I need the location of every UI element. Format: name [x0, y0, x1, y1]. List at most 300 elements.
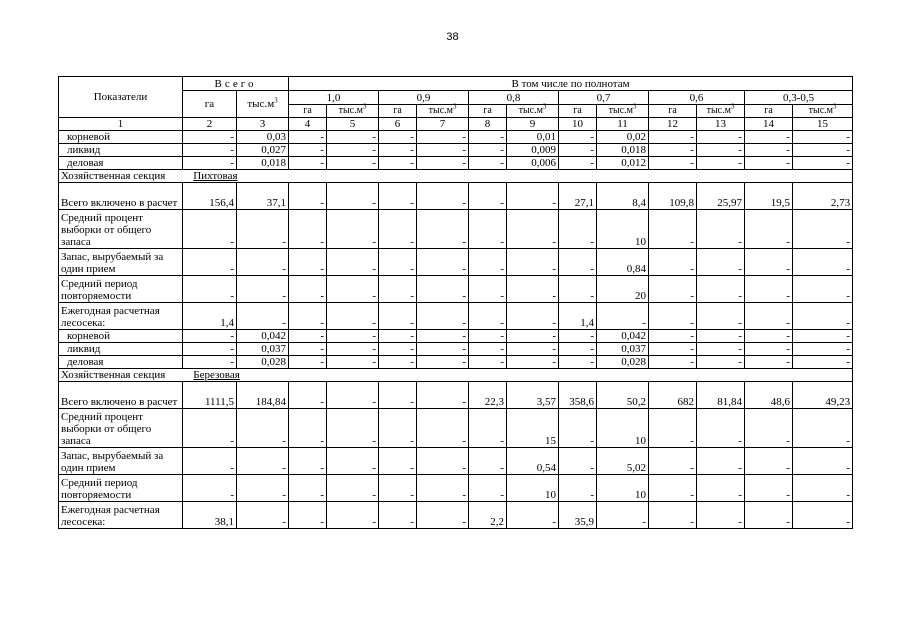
unit-superscript: 3	[632, 102, 637, 111]
table-cell: -	[559, 475, 597, 502]
header-density-4: 0,6	[649, 91, 745, 105]
table-cell: 0,028	[237, 356, 289, 369]
table-cell: 156,4	[183, 183, 237, 210]
table-cell: 0,006	[507, 157, 559, 170]
table-cell: -	[793, 502, 853, 529]
header-total-ha: га	[183, 91, 237, 118]
header-unit-thou-m3	[793, 102, 853, 118]
table-cell: -	[379, 502, 417, 529]
table-cell: -	[507, 303, 559, 330]
table-cell: 0,03	[237, 131, 289, 144]
table-cell: -	[745, 157, 793, 170]
table-cell: -	[745, 343, 793, 356]
table-cell: -	[697, 448, 745, 475]
table-cell: -	[327, 210, 379, 249]
table-cell: -	[745, 475, 793, 502]
table-cell: -	[649, 144, 697, 157]
table-cell: -	[559, 356, 597, 369]
table-cell: -	[417, 409, 469, 448]
table-cell: 20	[597, 276, 649, 303]
table-cell: -	[559, 448, 597, 475]
table-cell: -	[649, 448, 697, 475]
table-cell: -	[289, 276, 327, 303]
table-cell: -	[379, 448, 417, 475]
header-density-1: 0,9	[379, 91, 469, 105]
table-cell: -	[417, 303, 469, 330]
table-cell: -	[697, 343, 745, 356]
section-row	[59, 170, 853, 183]
table-cell: -	[469, 409, 507, 448]
section-prefix: Хозяйственная секция	[61, 170, 166, 182]
table-cell: -	[289, 144, 327, 157]
table-cell: -	[697, 356, 745, 369]
table-cell: -	[417, 356, 469, 369]
header-unit-ha: га	[745, 105, 793, 118]
header-unit-thou-m3	[327, 102, 379, 118]
table-cell: -	[649, 249, 697, 276]
table-row	[59, 330, 853, 343]
table-cell: 682	[649, 382, 697, 409]
table-cell: -	[559, 343, 597, 356]
table-cell: 49,23	[793, 382, 853, 409]
column-number: 7	[417, 118, 469, 131]
table-cell: -	[237, 210, 289, 249]
table-cell: -	[469, 144, 507, 157]
table-cell: -	[327, 330, 379, 343]
row-label: Ежегодная расчетная лесосека:	[59, 303, 183, 330]
table-cell: -	[417, 183, 469, 210]
table-cell: -	[417, 249, 469, 276]
table-cell: -	[183, 330, 237, 343]
table-cell: -	[289, 303, 327, 330]
table-cell: -	[289, 356, 327, 369]
table-cell: 81,84	[697, 382, 745, 409]
table-cell: 2,2	[469, 502, 507, 529]
table-cell: -	[327, 409, 379, 448]
column-number: 15	[793, 118, 853, 131]
table-cell: -	[793, 144, 853, 157]
table-cell: -	[327, 131, 379, 144]
table-cell: -	[469, 249, 507, 276]
table-cell: 0,018	[237, 157, 289, 170]
table-cell: -	[793, 210, 853, 249]
table-cell: -	[745, 131, 793, 144]
table-cell: -	[237, 276, 289, 303]
header-density-0: 1,0	[289, 91, 379, 105]
table-cell: -	[649, 303, 697, 330]
table-cell: -	[597, 303, 649, 330]
table-cell: -	[745, 303, 793, 330]
table-cell: -	[793, 249, 853, 276]
table-cell: -	[793, 330, 853, 343]
table-cell: 0,037	[237, 343, 289, 356]
table-cell: -	[559, 276, 597, 303]
table-cell: -	[793, 448, 853, 475]
header-unit-ha: га	[559, 105, 597, 118]
table-cell: -	[793, 409, 853, 448]
column-number: 13	[697, 118, 745, 131]
table-cell: -	[379, 131, 417, 144]
table-cell: -	[327, 249, 379, 276]
unit-text: тыс.м	[608, 105, 633, 116]
section-name: Пихтовая	[193, 170, 238, 182]
table-cell: -	[559, 330, 597, 343]
table-cell: 358,6	[559, 382, 597, 409]
table-cell: -	[649, 502, 697, 529]
column-number: 3	[237, 118, 289, 131]
table-cell: -	[183, 343, 237, 356]
table-cell: -	[697, 475, 745, 502]
table-cell: -	[379, 144, 417, 157]
table-cell: -	[237, 475, 289, 502]
table-cell: 50,2	[597, 382, 649, 409]
table-cell: -	[327, 276, 379, 303]
table-cell: -	[745, 276, 793, 303]
table-cell: -	[417, 382, 469, 409]
table-cell: -	[183, 144, 237, 157]
table-cell: -	[379, 382, 417, 409]
column-number: 5	[327, 118, 379, 131]
table-cell: -	[745, 249, 793, 276]
table-cell: 0,018	[597, 144, 649, 157]
header-total: Всего	[183, 77, 289, 91]
table-cell: 38,1	[183, 502, 237, 529]
table-cell: -	[183, 157, 237, 170]
table-cell: -	[289, 409, 327, 448]
table-cell: -	[289, 330, 327, 343]
table-cell: 0,009	[507, 144, 559, 157]
header-density-5: 0,3-0,5	[745, 91, 853, 105]
table-row	[59, 249, 853, 276]
header-density-3: 0,7	[559, 91, 649, 105]
table-cell: 10	[597, 409, 649, 448]
table-cell: 1111,5	[183, 382, 237, 409]
table-row	[59, 183, 853, 210]
unit-text: тыс.м	[808, 105, 833, 116]
table-cell: -	[469, 475, 507, 502]
row-label: Всего включено в расчет	[59, 382, 183, 409]
table-cell: -	[649, 276, 697, 303]
table-cell: -	[745, 356, 793, 369]
table-cell: -	[507, 356, 559, 369]
table-cell: -	[379, 356, 417, 369]
table-cell: -	[559, 131, 597, 144]
table-cell: -	[183, 448, 237, 475]
table-cell: -	[469, 303, 507, 330]
table-cell: -	[469, 330, 507, 343]
table-cell: -	[237, 448, 289, 475]
table-cell: 10	[507, 475, 559, 502]
table-cell: -	[289, 210, 327, 249]
table-cell: 19,5	[745, 183, 793, 210]
table-cell: -	[649, 330, 697, 343]
table-cell: -	[697, 249, 745, 276]
table-row	[59, 382, 853, 409]
row-label: Средний период повторяемости	[59, 475, 183, 502]
section-row	[59, 369, 853, 382]
table-cell: -	[507, 249, 559, 276]
table-cell: 184,84	[237, 382, 289, 409]
table-cell: 35,9	[559, 502, 597, 529]
table-cell: -	[649, 210, 697, 249]
table-cell: -	[559, 157, 597, 170]
table-cell: -	[507, 276, 559, 303]
table-cell: -	[417, 448, 469, 475]
unit-superscript: 3	[362, 102, 367, 111]
table-cell: -	[793, 131, 853, 144]
table-cell: -	[793, 303, 853, 330]
table-row	[59, 303, 853, 330]
table-cell: -	[559, 409, 597, 448]
row-label: ликвид	[59, 343, 183, 356]
table-cell: -	[649, 157, 697, 170]
table-cell: -	[183, 131, 237, 144]
page-number: 38	[446, 31, 459, 43]
table-cell: -	[379, 409, 417, 448]
table-row	[59, 131, 853, 144]
unit-superscript: 3	[832, 102, 837, 111]
table-cell: -	[237, 409, 289, 448]
table-cell: -	[417, 131, 469, 144]
table-cell: -	[507, 330, 559, 343]
row-label: Средний процент выборки от общего запаса	[59, 210, 183, 249]
row-label: Средний процент выборки от общего запаса	[59, 409, 183, 448]
table-cell: -	[289, 183, 327, 210]
table-cell: -	[697, 330, 745, 343]
table-cell: 0,02	[597, 131, 649, 144]
table-cell: -	[417, 276, 469, 303]
table-cell: -	[745, 448, 793, 475]
row-label: Запас, вырубаемый за один прием	[59, 249, 183, 276]
table-cell: -	[745, 210, 793, 249]
table-cell: 10	[597, 210, 649, 249]
table-cell: -	[183, 210, 237, 249]
table-cell: 48,6	[745, 382, 793, 409]
column-number: 4	[289, 118, 327, 131]
row-label: Средний период повторяемости	[59, 276, 183, 303]
table-cell: 1,4	[183, 303, 237, 330]
table-cell: -	[183, 409, 237, 448]
table-cell: -	[469, 131, 507, 144]
section-prefix: Хозяйственная секция	[61, 369, 166, 381]
table-cell: -	[697, 502, 745, 529]
header-density-2: 0,8	[469, 91, 559, 105]
table-cell: -	[327, 157, 379, 170]
table-cell: -	[327, 183, 379, 210]
header-total-thou-m3: $тыс.м^3$	[237, 91, 289, 118]
table-cell: -	[183, 249, 237, 276]
table-cell: 0,84	[597, 249, 649, 276]
table-cell: -	[237, 502, 289, 529]
row-label: Запас, вырубаемый за один прием	[59, 448, 183, 475]
table-cell: -	[469, 356, 507, 369]
table-cell: -	[649, 131, 697, 144]
table-cell: -	[289, 131, 327, 144]
column-number: 10	[559, 118, 597, 131]
table-cell: 0,028	[597, 356, 649, 369]
table-cell: -	[289, 502, 327, 529]
row-label: деловая	[59, 157, 183, 170]
table-cell: -	[745, 330, 793, 343]
table-cell: -	[697, 210, 745, 249]
table-cell: -	[697, 409, 745, 448]
table-cell: -	[649, 409, 697, 448]
table-cell: -	[379, 210, 417, 249]
table-cell: 5,02	[597, 448, 649, 475]
header-unit-thou-m3	[597, 102, 649, 118]
row-label: корневой	[59, 131, 183, 144]
row-label: Ежегодная расчетная лесосека:	[59, 502, 183, 529]
table-cell: -	[417, 502, 469, 529]
table-cell: 0,037	[597, 343, 649, 356]
table-cell: -	[559, 210, 597, 249]
header-including-densities: В том числе по полнотам	[289, 77, 853, 91]
table-cell: -	[469, 276, 507, 303]
header-unit-ha: га	[289, 105, 327, 118]
table-row	[59, 448, 853, 475]
header-unit-thou-m3	[507, 102, 559, 118]
table-cell: -	[327, 303, 379, 330]
table-cell: -	[183, 356, 237, 369]
table-cell: 22,3	[469, 382, 507, 409]
row-label: корневой	[59, 330, 183, 343]
table-cell: -	[237, 303, 289, 330]
column-number: 12	[649, 118, 697, 131]
column-number: 6	[379, 118, 417, 131]
table-cell: 1,4	[559, 303, 597, 330]
table-cell: -	[507, 183, 559, 210]
table-cell: -	[327, 144, 379, 157]
table-cell: -	[793, 343, 853, 356]
unit-superscript: 3	[542, 102, 547, 111]
table-cell: 27,1	[559, 183, 597, 210]
table-cell: 0,042	[597, 330, 649, 343]
table-row	[59, 157, 853, 170]
unit-superscript: 3	[452, 102, 457, 111]
table-cell: -	[289, 475, 327, 502]
table-cell: 25,97	[697, 183, 745, 210]
column-number: 14	[745, 118, 793, 131]
table-cell: -	[793, 356, 853, 369]
table-cell: 0,012	[597, 157, 649, 170]
table-cell: -	[697, 303, 745, 330]
header-unit-thou-m3	[417, 102, 469, 118]
table-cell: -	[469, 183, 507, 210]
table-cell: -	[417, 475, 469, 502]
table-cell: -	[289, 157, 327, 170]
table-row	[59, 502, 853, 529]
column-number: 8	[469, 118, 507, 131]
table-cell: -	[507, 210, 559, 249]
table-cell: -	[379, 343, 417, 356]
table-cell: -	[417, 330, 469, 343]
table-cell: 15	[507, 409, 559, 448]
table-cell: -	[289, 382, 327, 409]
table-cell: -	[745, 409, 793, 448]
table-cell: 0,027	[237, 144, 289, 157]
unit-text: тыс.м	[428, 105, 453, 116]
table-header	[59, 77, 853, 131]
table-row	[59, 356, 853, 369]
table-cell: -	[745, 144, 793, 157]
table-row	[59, 276, 853, 303]
table-cell: -	[327, 343, 379, 356]
table-cell: -	[649, 343, 697, 356]
table-cell: -	[649, 356, 697, 369]
table-cell: -	[469, 343, 507, 356]
table-cell: -	[379, 157, 417, 170]
section-name: Березовая	[193, 369, 240, 381]
table-cell: -	[379, 249, 417, 276]
table-cell: -	[379, 183, 417, 210]
table-cell: -	[417, 343, 469, 356]
table-cell: 2,73	[793, 183, 853, 210]
table-cell: -	[183, 276, 237, 303]
table-cell: -	[649, 475, 697, 502]
table-cell: -	[697, 157, 745, 170]
table-cell: -	[379, 303, 417, 330]
table-cell: -	[327, 448, 379, 475]
table-cell: 0,54	[507, 448, 559, 475]
table-body	[59, 131, 853, 529]
unit-text: тыс.м	[518, 105, 543, 116]
section-title	[59, 170, 853, 183]
table-cell: -	[793, 157, 853, 170]
unit-text: тыс.м	[706, 105, 731, 116]
table-cell: -	[597, 502, 649, 529]
header-unit-ha: га	[379, 105, 417, 118]
table-cell: -	[289, 343, 327, 356]
table-row	[59, 144, 853, 157]
table-cell: -	[745, 502, 793, 529]
table-row	[59, 343, 853, 356]
header-unit-ha: га	[469, 105, 507, 118]
table-cell: 0,042	[237, 330, 289, 343]
forest-stock-table	[58, 76, 853, 529]
table-cell: 0,01	[507, 131, 559, 144]
table-cell: -	[417, 144, 469, 157]
table-cell: -	[237, 249, 289, 276]
table-cell: -	[793, 276, 853, 303]
unit-superscript: 3	[730, 102, 735, 111]
row-label: ликвид	[59, 144, 183, 157]
table-cell: -	[379, 475, 417, 502]
table-cell: -	[559, 144, 597, 157]
table-cell: -	[507, 502, 559, 529]
header-unit-ha: га	[649, 105, 697, 118]
section-title	[59, 369, 853, 382]
table-cell: -	[327, 356, 379, 369]
column-number: 9	[507, 118, 559, 131]
table-cell: -	[289, 448, 327, 475]
table-cell: -	[697, 276, 745, 303]
table-cell: -	[559, 249, 597, 276]
column-number: 2	[183, 118, 237, 131]
table-cell: 37,1	[237, 183, 289, 210]
table-cell: -	[417, 157, 469, 170]
table-cell: -	[289, 249, 327, 276]
table-cell: -	[327, 382, 379, 409]
table-cell: -	[327, 502, 379, 529]
table-cell: -	[327, 475, 379, 502]
table-cell: -	[793, 475, 853, 502]
table-cell: -	[469, 210, 507, 249]
table-cell: -	[417, 210, 469, 249]
table-cell: -	[507, 343, 559, 356]
column-number: 1	[59, 118, 183, 131]
table-cell: -	[469, 157, 507, 170]
table-cell: -	[183, 475, 237, 502]
